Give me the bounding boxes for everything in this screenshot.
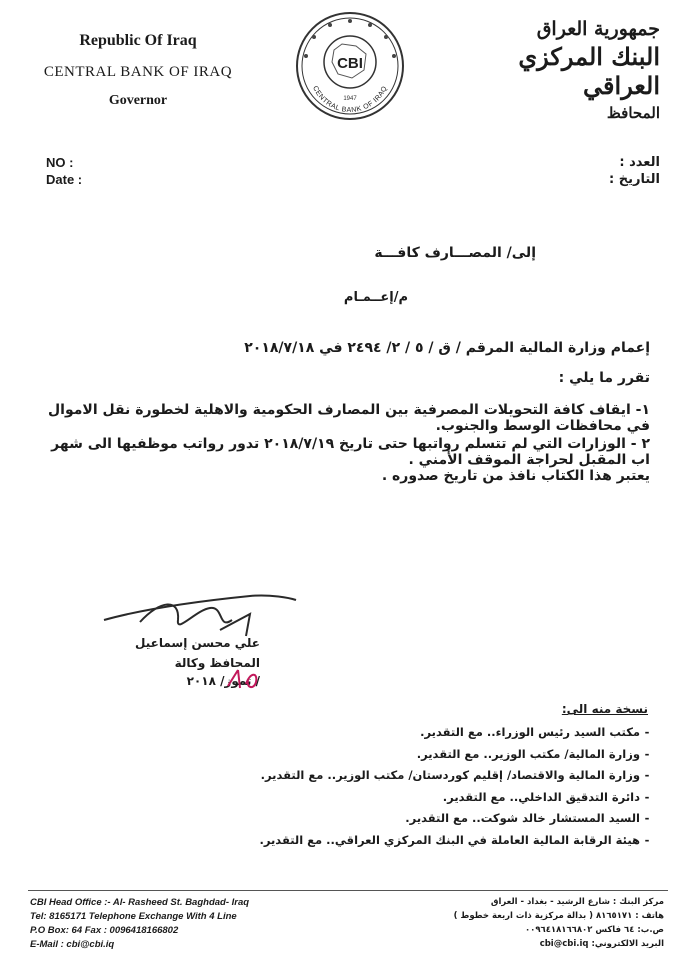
decided-line: تقرر ما يلي : (558, 370, 650, 386)
cc-heading: نسخة منه الى: (561, 702, 648, 716)
handwritten-day-mark (224, 666, 264, 692)
footer-address-en: CBI Head Office :- Al- Rasheed St. Baghdad- Iraq (30, 897, 250, 908)
cc-list (234, 722, 654, 851)
item-1: ١- ايقاف كافة التحويلات المصرفية بين المصارف الحكومية والاهلية لخطورة نقل الاموال في محافظات الوسط والجنوب. (48, 402, 650, 434)
cc-item: -مكتب السيد رئيس الوزراء.. مع التقدير. (420, 725, 650, 739)
bank-name-en: CENTRAL BANK OF IRAQ (43, 64, 233, 80)
footer-phone-en: Tel: 8165171 Telephone Exchange With 4 Line (30, 911, 237, 922)
header-arabic (480, 18, 660, 122)
cc-item: -هيئة الرقابة المالية العاملة في البنك المركزي العراقي.. مع التقدير. (259, 832, 650, 847)
footer-address-ar: مركز البنك : شارع الرشيد - بغداد - العراق (490, 897, 664, 907)
ar-date-label: التاريخ : (609, 172, 660, 187)
signatory-title: المحافظ وكالة (174, 656, 260, 670)
seal-ring-text: CENTRAL BANK OF IRAQ (311, 85, 389, 115)
item-2: ٢ - الوزارات التي لم تتسلم رواتبها حتى تاريخ ٢٠١٨/٧/١٩ تدور رواتب موظفيها الى شهر اب المقبل لحراجة الموقف الأمني . (51, 436, 650, 468)
seal-center-text: CBI (337, 55, 363, 72)
header-english (38, 32, 238, 109)
footer-divider (28, 890, 668, 891)
reference-line: إعمام وزارة المالية المرقم / ق / ٥ / ٢/ ٢٤٩٤ في ٢٠١٨/٧/١٨ (244, 340, 650, 356)
country-name-ar: جمهورية العراق (536, 18, 660, 40)
footer-email-en: E-Mail : cbi@cbi.iq (30, 939, 115, 950)
signatory-name: علي محسن إسماعيل (135, 636, 260, 650)
footer-fax-ar: ص.ب: ٦٤ فاكس ٠٠٩٦٤١٨١٦٦٨٠٢ (524, 925, 664, 935)
seal-year: 1947 (343, 96, 357, 102)
subject-line: م/إعــمـام (343, 290, 408, 305)
footer-fax-en: P.O Box: 64 Fax : 0096418166802 (30, 925, 179, 936)
footer-phone-ar: هاتف : ٨١٦٥١٧١ ( بدالة مركزية ذات اربعة خطوط ) (453, 911, 664, 921)
footer-email-ar: البريد الالكتروني: cbi@cbi.iq (539, 939, 664, 949)
effective-line: يعتبر هذا الكتاب نافذ من تاريخ صدوره . (381, 468, 650, 484)
office-title-en: Governor (108, 93, 168, 108)
no-label: NO : (46, 155, 74, 170)
cc-item: -السيد المستشار خالد شوكت.. مع التقدير. (405, 811, 650, 825)
bank-name-ar: البنك المركزي العراقي (518, 42, 660, 100)
date-label: Date : (46, 172, 83, 187)
office-title-ar: المحافظ (606, 104, 660, 122)
country-name-en: Republic Of Iraq (79, 32, 197, 49)
ar-no-label: العدد : (619, 155, 660, 170)
cc-item: -دائرة التدقيق الداخلي.. مع التقدير. (442, 789, 650, 804)
cc-item: -وزارة المالية/ مكتب الوزير.. مع التقدير. (416, 746, 650, 761)
cc-item: -وزارة المالية والاقتصاد/ إقليم كوردستان/ مكتب الوزير.. مع التقدير. (260, 768, 650, 782)
cbi-seal (294, 10, 406, 122)
recipient-line: إلى/ المصـــارف كافـــة (374, 245, 536, 261)
signature-date: / تموز/ ٢٠١٨ (186, 674, 260, 688)
